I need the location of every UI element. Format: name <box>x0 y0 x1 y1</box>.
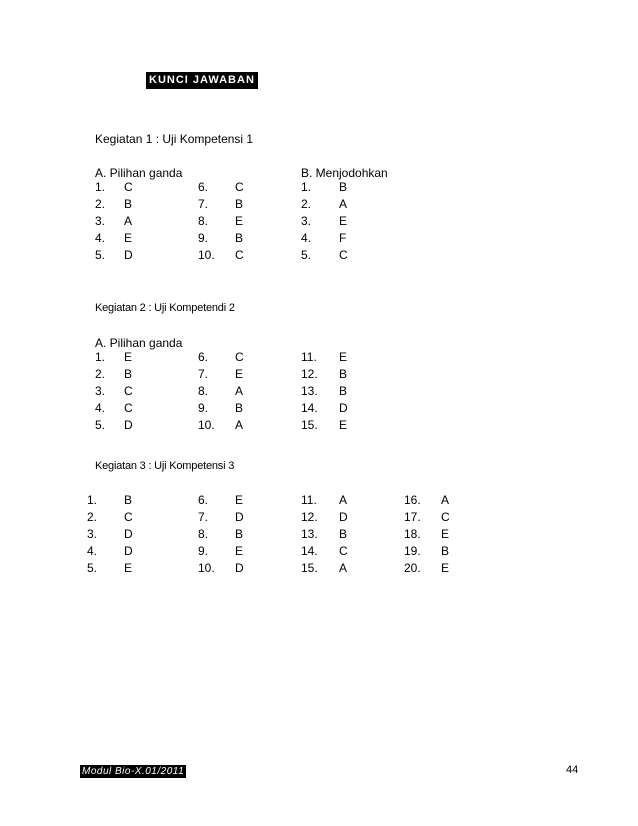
question-number: 1. <box>95 350 106 364</box>
answer-letter: D <box>124 527 133 541</box>
answer-letter: C <box>441 510 450 524</box>
answer-letter: D <box>124 248 133 262</box>
question-number: 2. <box>95 197 106 211</box>
question-number: 7. <box>198 510 209 524</box>
question-number: 4. <box>95 231 106 245</box>
answer-letter: B <box>124 197 133 211</box>
question-number: 6. <box>198 180 209 194</box>
answer-letter: A <box>235 384 244 398</box>
answer-letter: C <box>124 384 133 398</box>
answer-letter: C <box>235 350 244 364</box>
question-number: 10. <box>198 418 215 432</box>
question-number: 9. <box>198 401 209 415</box>
question-number: 2. <box>301 197 312 211</box>
answer-letter: C <box>124 180 133 194</box>
answer-letter: B <box>339 384 348 398</box>
question-number: 13. <box>301 527 318 541</box>
question-number: 3. <box>95 384 106 398</box>
question-number: 15. <box>301 418 318 432</box>
answer-letter: B <box>124 367 133 381</box>
module-code: Modul Bio-X.01/2011 <box>82 766 185 777</box>
question-number: 9. <box>198 231 209 245</box>
answer-letter: B <box>339 367 348 381</box>
question-number: 3. <box>301 214 312 228</box>
answer-letter: E <box>124 231 133 245</box>
section-heading: Kegiatan 1 : Uji Kompetensi 1 <box>95 132 254 146</box>
answer-letter: A <box>124 214 133 228</box>
answer-letter: E <box>235 544 244 558</box>
answer-letter: E <box>235 367 244 381</box>
question-number: 19. <box>404 544 421 558</box>
question-number: 14. <box>301 401 318 415</box>
question-number: 3. <box>86 527 97 541</box>
question-number: 3. <box>95 214 106 228</box>
answer-letter: E <box>235 214 244 228</box>
answer-letter: C <box>339 544 348 558</box>
section-subheading: B. Menjodohkan <box>301 166 388 180</box>
answer-letter: E <box>235 493 244 507</box>
answer-letter: B <box>235 197 244 211</box>
answer-letter: C <box>235 248 244 262</box>
question-number: 1. <box>95 180 106 194</box>
answer-letter: C <box>124 401 133 415</box>
question-number: 11. <box>301 350 317 364</box>
answer-letter: E <box>339 350 348 364</box>
answer-letter: E <box>124 561 133 575</box>
question-number: 5. <box>95 418 106 432</box>
question-number: 12. <box>301 367 318 381</box>
answer-letter: B <box>441 544 450 558</box>
question-number: 17. <box>404 510 421 524</box>
question-number: 8. <box>198 214 209 228</box>
answer-letter: C <box>235 180 244 194</box>
section-subheading: A. Pilihan ganda <box>95 166 183 180</box>
question-number: 20. <box>404 561 421 575</box>
answer-letter: D <box>124 418 133 432</box>
question-number: 14. <box>301 544 318 558</box>
answer-letter: A <box>339 197 348 211</box>
question-number: 7. <box>198 197 209 211</box>
question-number: 1. <box>301 180 312 194</box>
answer-letter: A <box>339 493 348 507</box>
answer-letter: D <box>235 510 244 524</box>
question-number: 1. <box>86 493 97 507</box>
question-number: 13. <box>301 384 318 398</box>
question-number: 8. <box>198 384 209 398</box>
question-number: 8. <box>198 527 209 541</box>
question-number: 5. <box>95 248 106 262</box>
question-number: 6. <box>198 493 209 507</box>
page-title: KUNCI JAWABAN <box>146 72 258 89</box>
question-number: 15. <box>301 561 318 575</box>
question-number: 5. <box>301 248 312 262</box>
question-number: 16. <box>404 493 421 507</box>
answer-letter: E <box>441 561 450 575</box>
section-heading: Kegiatan 2 : Uji Kompetendi 2 <box>95 302 235 314</box>
question-number: 4. <box>95 401 106 415</box>
answer-letter: D <box>124 544 133 558</box>
question-number: 10. <box>198 561 215 575</box>
page-number: 44 <box>566 764 579 776</box>
question-number: 6. <box>198 350 209 364</box>
answer-letter: E <box>441 527 450 541</box>
question-number: 11. <box>301 493 317 507</box>
answer-letter: B <box>235 401 244 415</box>
answer-letter: A <box>235 418 244 432</box>
answer-letter: C <box>124 510 133 524</box>
answer-letter: A <box>441 493 450 507</box>
answer-letter: D <box>235 561 244 575</box>
answer-letter: F <box>339 231 347 245</box>
answer-letter: D <box>339 510 348 524</box>
question-number: 2. <box>95 367 106 381</box>
question-number: 2. <box>86 510 97 524</box>
question-number: 9. <box>198 544 209 558</box>
answer-letter: A <box>339 561 348 575</box>
answer-letter: E <box>339 214 348 228</box>
answer-letter: B <box>124 493 133 507</box>
answer-letter: E <box>339 418 348 432</box>
question-number: 18. <box>404 527 421 541</box>
question-number: 5. <box>86 561 97 575</box>
question-number: 12. <box>301 510 318 524</box>
answer-letter: B <box>235 231 244 245</box>
question-number: 4. <box>301 231 312 245</box>
section-subheading: A. Pilihan ganda <box>95 336 183 350</box>
answer-letter: B <box>339 527 348 541</box>
answer-letter: B <box>339 180 348 194</box>
answer-letter: C <box>339 248 348 262</box>
question-number: 4. <box>86 544 97 558</box>
question-number: 10. <box>198 248 215 262</box>
question-number: 7. <box>198 367 209 381</box>
answer-letter: D <box>339 401 348 415</box>
answer-letter: E <box>124 350 133 364</box>
section-heading: Kegiatan 3 : Uji Kompetensi 3 <box>95 460 235 472</box>
answer-letter: B <box>235 527 244 541</box>
